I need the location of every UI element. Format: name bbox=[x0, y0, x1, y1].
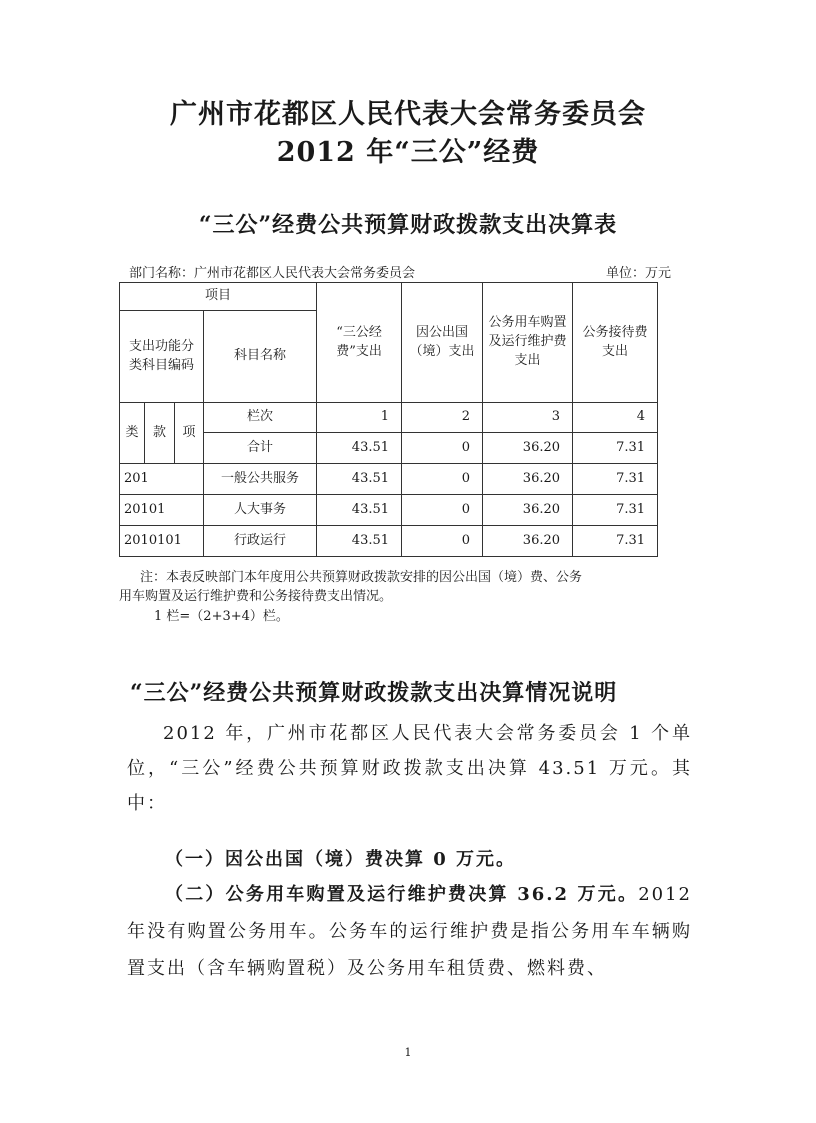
table-note-line1: 注：本表反映部门本年度用公共预算财政拨款安排的因公出国（境）费、公务 bbox=[140, 570, 583, 585]
department-name: 部门名称：广州市花都区人民代表大会常务委员会 bbox=[129, 266, 416, 281]
row-value-3: 36.20 bbox=[483, 495, 573, 526]
row-value-2: 0 bbox=[402, 495, 483, 526]
explanation-item1: （一）因公出国（境）费决算 0 万元。 bbox=[165, 849, 517, 870]
header-lei: 类 bbox=[120, 403, 145, 464]
col-num-2: 2 bbox=[402, 403, 483, 433]
row-value-2: 0 bbox=[402, 526, 483, 557]
row-code: 201 bbox=[120, 464, 204, 495]
total-value-4: 7.31 bbox=[573, 433, 658, 464]
row-value-1: 43.51 bbox=[317, 464, 402, 495]
row-value-1: 43.51 bbox=[317, 495, 402, 526]
row-value-3: 36.20 bbox=[483, 464, 573, 495]
header-item: 项目 bbox=[120, 283, 317, 311]
total-value-1: 43.51 bbox=[317, 433, 402, 464]
header-col3: 公务用车购置及运行维护费支出 bbox=[483, 283, 573, 403]
document-title-line2: 2012 年“三公”经费 bbox=[276, 137, 540, 168]
row-name: 人大事务 bbox=[204, 495, 317, 526]
row-code: 2010101 bbox=[120, 526, 204, 557]
total-label: 合计 bbox=[204, 433, 317, 464]
page-number: 1 bbox=[404, 1046, 412, 1059]
col-num-3: 3 bbox=[483, 403, 573, 433]
explanation-title: “三公”经费公共预算财政拨款支出决算情况说明 bbox=[130, 680, 618, 706]
document-title-line1: 广州市花都区人民代表大会常务委员会 bbox=[170, 99, 646, 130]
row-value-4: 7.31 bbox=[573, 464, 658, 495]
header-kuan: 款 bbox=[145, 403, 175, 464]
explanation-item2 bbox=[127, 876, 692, 987]
header-col1: “三公经费”支出 bbox=[317, 283, 402, 403]
explanation-item2-body: 2012 年没有购置公务用车。公务车的运行维护费是指公务用车车辆购置支出（含车辆购置税）及公务用车租赁费、燃料费、 bbox=[127, 884, 692, 979]
header-name: 科目名称 bbox=[204, 311, 317, 403]
table-note-line2: 用车购置及运行维护费和公务接待费支出情况。 bbox=[119, 589, 393, 604]
table-note-line3: 1 栏=（2+3+4）栏。 bbox=[154, 609, 289, 624]
table-row bbox=[120, 495, 658, 526]
table-row bbox=[120, 526, 658, 557]
total-value-2: 0 bbox=[402, 433, 483, 464]
table-title: “三公”经费公共预算财政拨款支出决算表 bbox=[198, 212, 618, 238]
unit-label: 单位：万元 bbox=[606, 266, 672, 281]
col-num-4: 4 bbox=[573, 403, 658, 433]
row-value-4: 7.31 bbox=[573, 526, 658, 557]
total-value-3: 36.20 bbox=[483, 433, 573, 464]
row-name: 行政运行 bbox=[204, 526, 317, 557]
col-num-1: 1 bbox=[317, 403, 402, 433]
table-row bbox=[120, 464, 658, 495]
header-col4: 公务接待费支出 bbox=[573, 283, 658, 403]
header-xiang: 项 bbox=[175, 403, 204, 464]
row-value-4: 7.31 bbox=[573, 495, 658, 526]
header-col2: 因公出国（境）支出 bbox=[402, 283, 483, 403]
row-name: 一般公共服务 bbox=[204, 464, 317, 495]
row-value-1: 43.51 bbox=[317, 526, 402, 557]
lanci-label: 栏次 bbox=[204, 403, 317, 433]
row-value-3: 36.20 bbox=[483, 526, 573, 557]
explanation-paragraph: 2012 年，广州市花都区人民代表大会常务委员会 1 个单位，“三公”经费公共预算财政拨款支出决算 43.51 万元。其中： bbox=[127, 723, 692, 814]
header-code: 支出功能分类科目编码 bbox=[120, 311, 204, 403]
budget-table bbox=[119, 282, 658, 557]
explanation-item2-heading: （二）公务用车购置及运行维护费决算 36.2 万元。 bbox=[165, 884, 639, 905]
row-code: 20101 bbox=[120, 495, 204, 526]
row-value-2: 0 bbox=[402, 464, 483, 495]
